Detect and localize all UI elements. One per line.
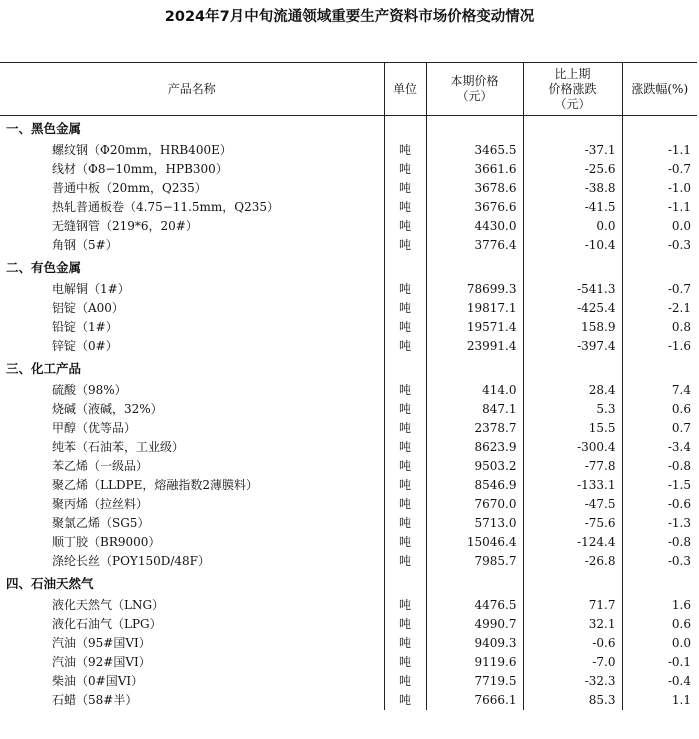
- product-name: 铅锭（1#）: [52, 320, 118, 334]
- header-unit: 单位: [384, 63, 426, 116]
- product-name: 甲醇（优等品）: [52, 421, 137, 435]
- unit-cell: 吨: [384, 438, 426, 457]
- percent-cell: -1.5: [622, 476, 697, 495]
- header-price-change-line1: 比上期: [554, 66, 591, 81]
- unit-cell: 吨: [384, 634, 426, 653]
- table-row: [0, 160, 697, 179]
- empty-cell: [426, 116, 523, 142]
- change-cell: -37.1: [523, 141, 622, 160]
- header-price-change: [523, 63, 622, 116]
- price-cell: 4430.0: [426, 217, 523, 236]
- table-row: [0, 596, 697, 615]
- unit-cell: 吨: [384, 691, 426, 710]
- change-cell: -26.8: [523, 552, 622, 571]
- change-cell: -124.4: [523, 533, 622, 552]
- empty-cell: [384, 116, 426, 142]
- empty-cell: [523, 116, 622, 142]
- unit-cell: 吨: [384, 217, 426, 236]
- category-name: 二、有色金属: [6, 260, 82, 275]
- header-current-price-line2: （元）: [456, 89, 493, 103]
- price-cell: 3776.4: [426, 236, 523, 255]
- percent-cell: 0.0: [622, 634, 697, 653]
- table-row: [0, 476, 697, 495]
- product-name: 苯乙烯（一级品）: [52, 459, 149, 473]
- table-row: [0, 533, 697, 552]
- unit-cell: 吨: [384, 400, 426, 419]
- category-name: 四、石油天然气: [6, 576, 94, 591]
- header-product-name: 产品名称: [0, 63, 384, 116]
- product-name: 热轧普通板卷（4.75−11.5mm，Q235）: [52, 200, 279, 214]
- unit-cell: 吨: [384, 318, 426, 337]
- product-name: 线材（Φ8−10mm，HPB300）: [52, 162, 228, 176]
- product-name: 电解铜（1#）: [52, 282, 130, 296]
- price-cell: 78699.3: [426, 280, 523, 299]
- table-row: [0, 337, 697, 356]
- table-body: [0, 116, 697, 711]
- empty-cell: [622, 356, 697, 381]
- price-cell: 3678.6: [426, 179, 523, 198]
- product-name: 顺丁胶（BR9000）: [52, 535, 161, 549]
- price-cell: 9119.6: [426, 653, 523, 672]
- price-cell: 3661.6: [426, 160, 523, 179]
- percent-cell: 0.7: [622, 419, 697, 438]
- table-row: [0, 691, 697, 710]
- product-name: 涤纶长丝（POY150D/48F）: [52, 554, 210, 568]
- percent-cell: -1.1: [622, 141, 697, 160]
- product-name: 硫酸（98%）: [52, 383, 127, 397]
- table-row: [0, 217, 697, 236]
- product-name: 普通中板（20mm，Q235）: [52, 181, 207, 195]
- header-price-change-line3: （元）: [554, 96, 591, 111]
- change-cell: -25.6: [523, 160, 622, 179]
- price-cell: 2378.7: [426, 419, 523, 438]
- percent-cell: -3.4: [622, 438, 697, 457]
- table-row: [0, 495, 697, 514]
- unit-cell: 吨: [384, 419, 426, 438]
- price-cell: 7719.5: [426, 672, 523, 691]
- product-name: 螺纹钢（Φ20mm，HRB400E）: [52, 143, 232, 157]
- table-row: [0, 653, 697, 672]
- unit-cell: 吨: [384, 457, 426, 476]
- header-current-price: [426, 63, 523, 116]
- change-cell: -75.6: [523, 514, 622, 533]
- empty-cell: [523, 356, 622, 381]
- product-name: 角钢（5#）: [52, 238, 118, 252]
- unit-cell: 吨: [384, 280, 426, 299]
- empty-cell: [384, 356, 426, 381]
- percent-cell: 7.4: [622, 381, 697, 400]
- percent-cell: -0.4: [622, 672, 697, 691]
- category-row: [0, 255, 697, 280]
- price-cell: 8546.9: [426, 476, 523, 495]
- unit-cell: 吨: [384, 495, 426, 514]
- percent-cell: 0.8: [622, 318, 697, 337]
- table-row: [0, 400, 697, 419]
- product-name: 汽油（92#国VI）: [52, 655, 151, 669]
- price-cell: 19817.1: [426, 299, 523, 318]
- empty-cell: [622, 116, 697, 142]
- table-row: [0, 280, 697, 299]
- change-cell: -32.3: [523, 672, 622, 691]
- percent-cell: -0.7: [622, 160, 697, 179]
- price-cell: 9503.2: [426, 457, 523, 476]
- product-name: 液化石油气（LPG）: [52, 617, 162, 631]
- price-cell: 8623.9: [426, 438, 523, 457]
- percent-cell: -0.8: [622, 533, 697, 552]
- price-cell: 4990.7: [426, 615, 523, 634]
- product-name: 无缝钢管（219*6，20#）: [52, 219, 198, 233]
- unit-cell: 吨: [384, 337, 426, 356]
- table-row: [0, 299, 697, 318]
- table-row: [0, 514, 697, 533]
- table-row: [0, 141, 697, 160]
- empty-cell: [426, 255, 523, 280]
- table-row: [0, 634, 697, 653]
- table-row: [0, 318, 697, 337]
- table-row: [0, 672, 697, 691]
- product-name: 烧碱（液碱，32%）: [52, 402, 163, 416]
- price-cell: 19571.4: [426, 318, 523, 337]
- category-name: 三、化工产品: [6, 361, 82, 376]
- empty-cell: [426, 356, 523, 381]
- change-cell: -47.5: [523, 495, 622, 514]
- change-cell: -77.8: [523, 457, 622, 476]
- unit-cell: 吨: [384, 533, 426, 552]
- product-name: 柴油（0#国VI）: [52, 674, 144, 688]
- header-current-price-line1: 本期价格: [450, 74, 499, 88]
- price-cell: 15046.4: [426, 533, 523, 552]
- table-row: [0, 438, 697, 457]
- empty-cell: [384, 571, 426, 596]
- product-name: 聚丙烯（拉丝料）: [52, 497, 149, 511]
- page-title: 2024年7月中旬流通领域重要生产资料市场价格变动情况: [164, 9, 535, 25]
- category-row: [0, 116, 697, 142]
- empty-cell: [384, 255, 426, 280]
- product-name: 汽油（95#国VI）: [52, 636, 151, 650]
- price-cell: 4476.5: [426, 596, 523, 615]
- percent-cell: -1.0: [622, 179, 697, 198]
- table-row: [0, 419, 697, 438]
- price-cell: 9409.3: [426, 634, 523, 653]
- category-row: [0, 356, 697, 381]
- price-cell: 847.1: [426, 400, 523, 419]
- table-header: [0, 63, 697, 116]
- product-name: 石蜡（58#半）: [52, 693, 138, 707]
- percent-cell: 1.1: [622, 691, 697, 710]
- unit-cell: 吨: [384, 381, 426, 400]
- unit-cell: 吨: [384, 198, 426, 217]
- empty-cell: [523, 255, 622, 280]
- percent-cell: 1.6: [622, 596, 697, 615]
- percent-cell: 0.6: [622, 615, 697, 634]
- change-cell: 15.5: [523, 419, 622, 438]
- empty-cell: [622, 255, 697, 280]
- table-row: [0, 552, 697, 571]
- unit-cell: 吨: [384, 236, 426, 255]
- percent-cell: -2.1: [622, 299, 697, 318]
- unit-cell: 吨: [384, 514, 426, 533]
- percent-cell: -0.3: [622, 552, 697, 571]
- change-cell: -541.3: [523, 280, 622, 299]
- percent-cell: 0.6: [622, 400, 697, 419]
- change-cell: -38.8: [523, 179, 622, 198]
- unit-cell: 吨: [384, 179, 426, 198]
- product-name: 聚氯乙烯（SG5）: [52, 516, 150, 530]
- price-cell: 3465.5: [426, 141, 523, 160]
- price-cell: 7666.1: [426, 691, 523, 710]
- unit-cell: 吨: [384, 160, 426, 179]
- percent-cell: -1.3: [622, 514, 697, 533]
- price-cell: 23991.4: [426, 337, 523, 356]
- unit-cell: 吨: [384, 672, 426, 691]
- product-name: 铝锭（A00）: [52, 301, 124, 315]
- unit-cell: 吨: [384, 596, 426, 615]
- percent-cell: 0.0: [622, 217, 697, 236]
- change-cell: 0.0: [523, 217, 622, 236]
- table-row: [0, 179, 697, 198]
- price-cell: 7985.7: [426, 552, 523, 571]
- price-cell: 3676.6: [426, 198, 523, 217]
- percent-cell: -0.7: [622, 280, 697, 299]
- table-row: [0, 615, 697, 634]
- change-cell: -10.4: [523, 236, 622, 255]
- table-row: [0, 381, 697, 400]
- change-cell: -300.4: [523, 438, 622, 457]
- unit-cell: 吨: [384, 552, 426, 571]
- change-cell: 85.3: [523, 691, 622, 710]
- percent-cell: -0.3: [622, 236, 697, 255]
- change-cell: -7.0: [523, 653, 622, 672]
- price-cell: 5713.0: [426, 514, 523, 533]
- percent-cell: -0.8: [622, 457, 697, 476]
- category-name: 一、黑色金属: [6, 121, 82, 136]
- unit-cell: 吨: [384, 141, 426, 160]
- unit-cell: 吨: [384, 615, 426, 634]
- percent-cell: -1.1: [622, 198, 697, 217]
- price-table: [0, 62, 697, 710]
- unit-cell: 吨: [384, 653, 426, 672]
- price-cell: 7670.0: [426, 495, 523, 514]
- change-cell: 28.4: [523, 381, 622, 400]
- header-price-change-line2: 价格涨跌: [548, 81, 597, 96]
- change-cell: -41.5: [523, 198, 622, 217]
- change-cell: -0.6: [523, 634, 622, 653]
- unit-cell: 吨: [384, 299, 426, 318]
- change-cell: -397.4: [523, 337, 622, 356]
- category-row: [0, 571, 697, 596]
- change-cell: 71.7: [523, 596, 622, 615]
- table-row: [0, 236, 697, 255]
- header-change-percent: 涨跌幅(%): [622, 63, 697, 116]
- percent-cell: -0.6: [622, 495, 697, 514]
- change-cell: -425.4: [523, 299, 622, 318]
- table-row: [0, 457, 697, 476]
- percent-cell: -1.6: [622, 337, 697, 356]
- change-cell: 158.9: [523, 318, 622, 337]
- product-name: 液化天然气（LNG）: [52, 598, 165, 612]
- empty-cell: [523, 571, 622, 596]
- product-name: 锌锭（0#）: [52, 339, 118, 353]
- change-cell: 5.3: [523, 400, 622, 419]
- change-cell: -133.1: [523, 476, 622, 495]
- percent-cell: -0.1: [622, 653, 697, 672]
- table-row: [0, 198, 697, 217]
- change-cell: 32.1: [523, 615, 622, 634]
- product-name: 纯苯（石油苯，工业级）: [52, 440, 185, 454]
- unit-cell: 吨: [384, 476, 426, 495]
- price-cell: 414.0: [426, 381, 523, 400]
- empty-cell: [622, 571, 697, 596]
- empty-cell: [426, 571, 523, 596]
- product-name: 聚乙烯（LLDPE，熔融指数2薄膜料）: [52, 478, 259, 492]
